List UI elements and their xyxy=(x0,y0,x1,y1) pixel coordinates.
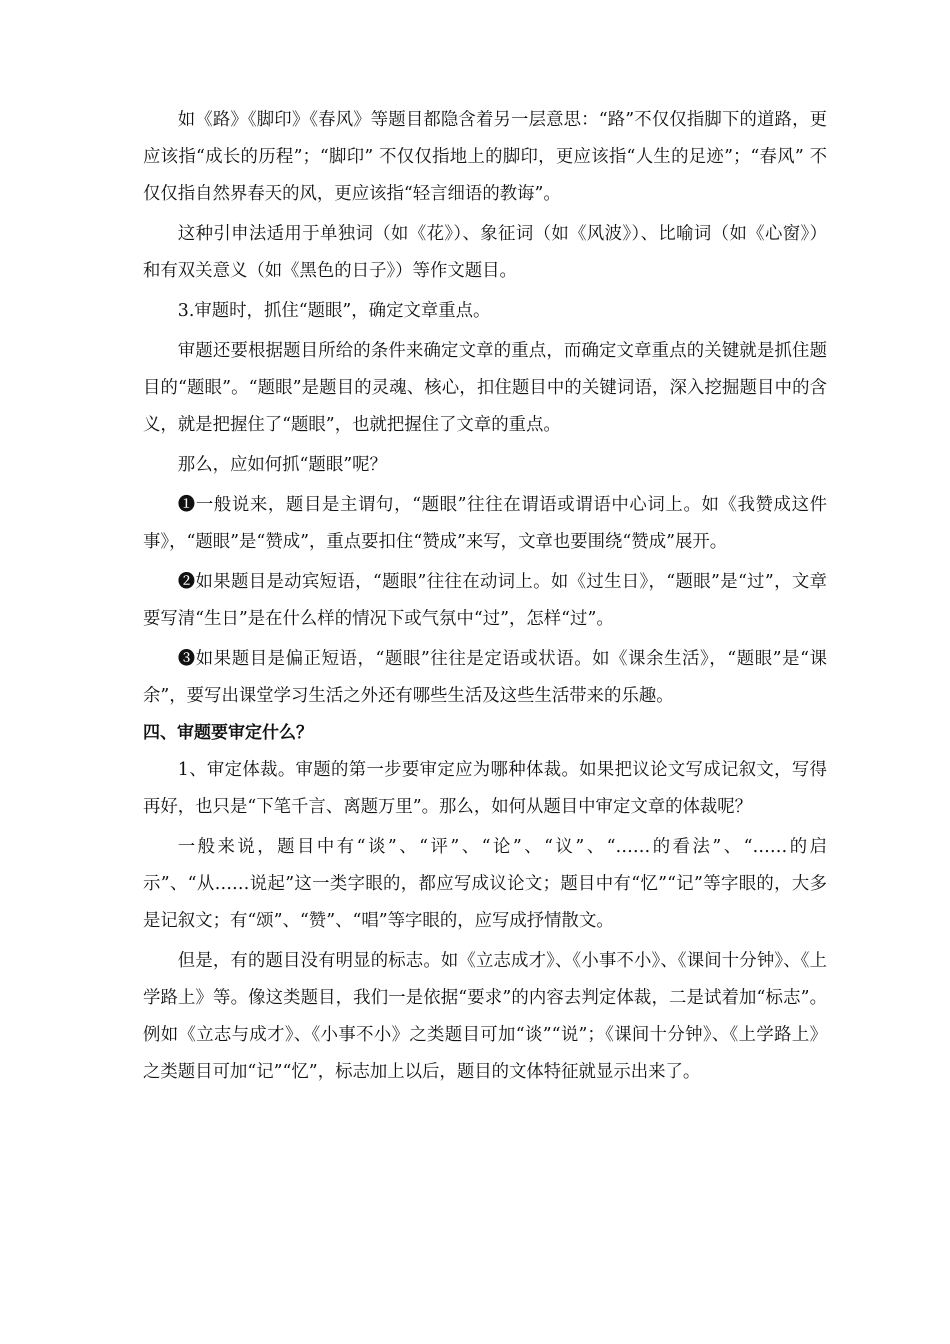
paragraph-genre-1: 1、审定体裁。审题的第一步要审定应为哪种体裁。如果把议论文写成记叙文，写得再好，也只是“下笔千言、离题万里”。那么，如何从题目中审定文章的体裁呢？ xyxy=(143,760,827,817)
section-heading-4: 四、审题要审定什么？ xyxy=(143,723,313,743)
paragraph-point-3: 3.审题时，抓住“题眼”，确定文章重点。 xyxy=(177,301,491,321)
paragraph-genre-no-marker: 但是，有的题目没有明显的标志。如《立志成才》、《小事不小》、《课间十分钟》、《上学路上》等。像这类题目，我们一是依据“要求”的内容去判定体裁，二是试着加“标志”。例如《立志与成才》、《小事不小》之类题目可加“谈”“说”；《课间十分钟》、《上学路上》之类题目可加“记”“忆”，标志加上以后，题目的文体特征就显示出来了。 xyxy=(143,951,827,1082)
document-page xyxy=(143,102,827,1091)
paragraph-how-question: 那么，应如何抓“题眼”呢？ xyxy=(177,455,387,475)
paragraph-genre-keywords: 一般来说，题目中有“谈”、“评”、“论”、“议”、“……的看法”、“……的启示”、“从……说起”这一类字眼的，都应写成议论文；题目中有“忆”“记”等字眼的，大多是记叙文；有“颂”、“赞”、“唱”等字眼的，应写成抒情散文。 xyxy=(143,837,827,931)
paragraph-rule-3: ❸如果题目是偏正短语，“题眼”往往是定语或状语。如《课余生活》，“题眼”是“课余”，要写出课堂学习生活之外还有哪些生活及这些生活带来的乐趣。 xyxy=(143,649,827,706)
paragraph-rule-2: ❷如果题目是动宾短语，“题眼”往往在动词上。如《过生日》，“题眼”是“过”，文章要写清“生日”是在什么样的情况下或气氛中“过”，怎样“过”。 xyxy=(143,572,827,629)
paragraph-rule-1: ❶一般说来，题目是主谓句，“题眼”往往在谓语或谓语中心词上。如《我赞成这件事》，“题眼”是“赞成”，重点要扣住“赞成”来写，文章也要围绕“赞成”展开。 xyxy=(143,495,827,552)
paragraph-title-examples: 如《路》《脚印》《春风》等题目都隐含着另一层意思：“路”不仅仅指脚下的道路，更应该指“成长的历程”；“脚印” 不仅仅指地上的脚印，更应该指“人生的足迹”；“春风” 不仅仅指自然界春天的风，更应该指“轻言细语的教诲”。 xyxy=(143,110,827,204)
paragraph-title-eye: 审题还要根据题目所给的条件来确定文章的重点，而确定文章重点的关键就是抓住题目的“题眼”。“题眼”是题目的灵魂、核心，扣住题目中的关键词语，深入挖掘题目中的含义，就是把握住了“题眼”，也就把握住了文章的重点。 xyxy=(143,341,827,435)
paragraph-extension-method: 这种引申法适用于单独词（如《花》）、象征词（如《风波》）、比喻词（如《心窗》）和有双关意义（如《黑色的日子》）等作文题目。 xyxy=(143,224,827,281)
